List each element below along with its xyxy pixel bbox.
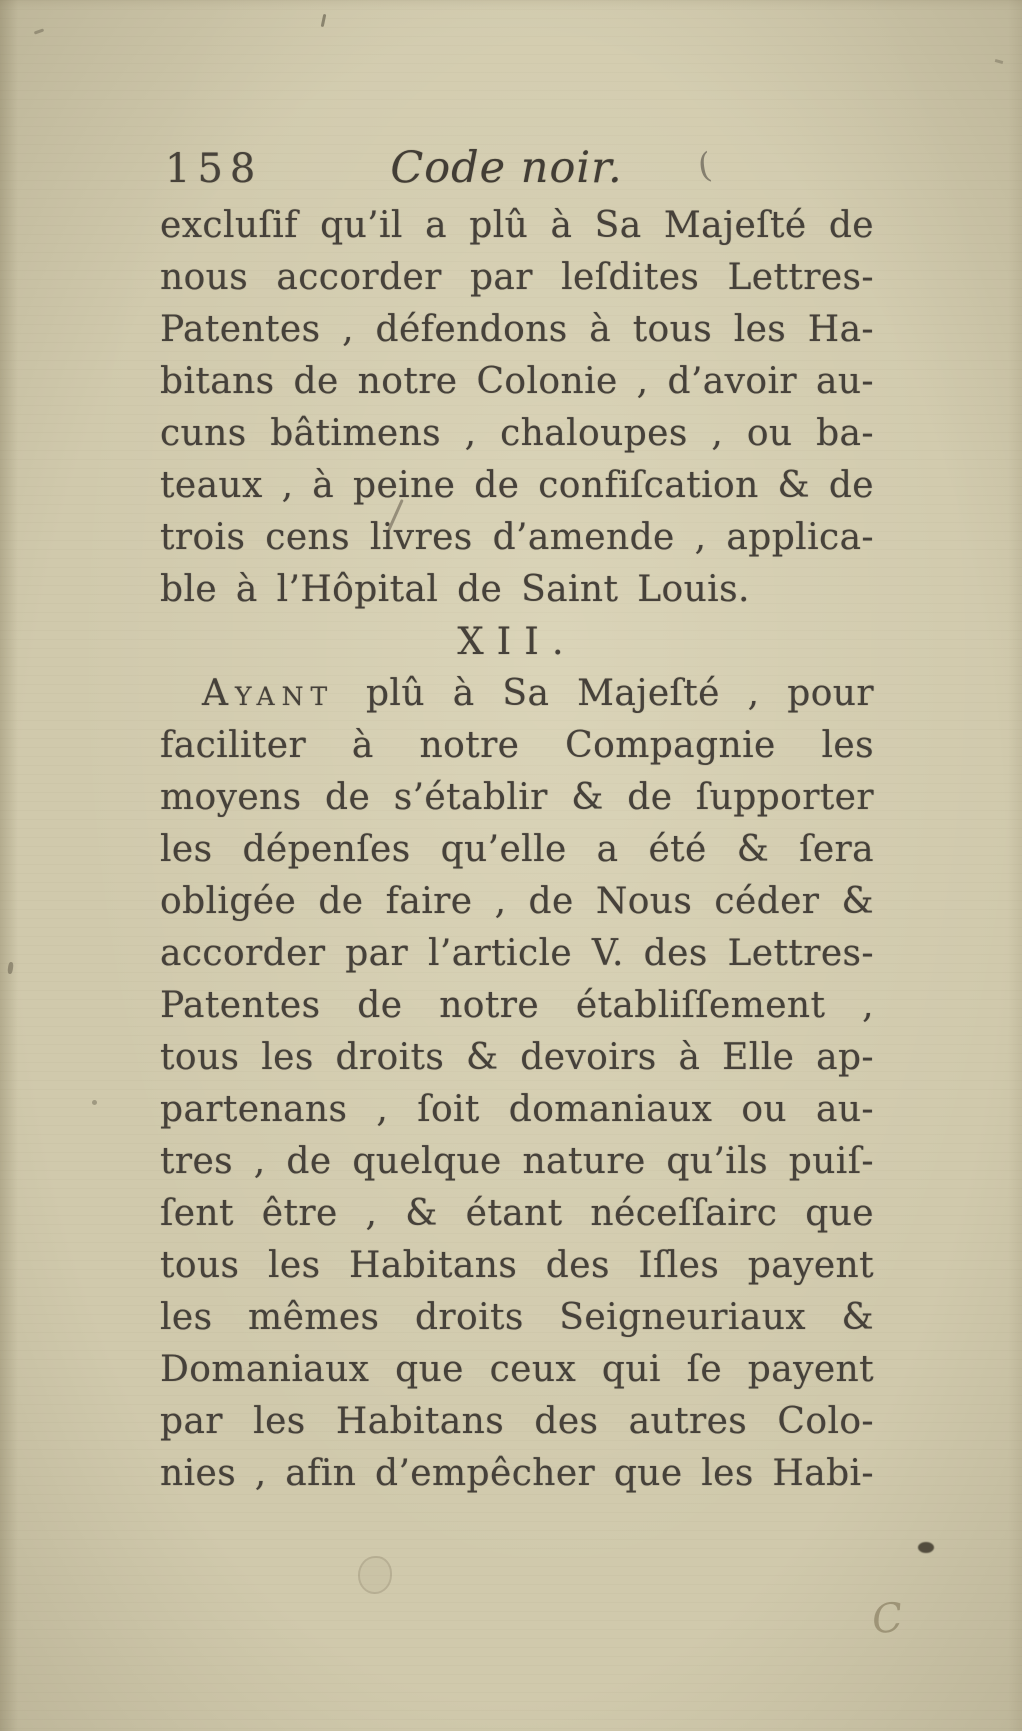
paper-speck	[92, 1100, 97, 1105]
text-line: tres , de quelque nature qu’ils puiſ-	[160, 1141, 874, 1182]
text-line: Domaniaux que ceux qui ſe payent	[160, 1349, 874, 1390]
stray-ink-mark: (	[695, 145, 714, 187]
text-line: bitans de notre Colonie , d’avoir au-	[160, 361, 874, 402]
text-line: excluſif qu’il a plû à Sa Majeſté de	[160, 205, 874, 246]
paper-stain	[358, 1556, 392, 1594]
paper-speck	[995, 59, 1004, 64]
ink-blot	[918, 1542, 934, 1553]
text-line: tous les droits & devoirs à Elle ap-	[160, 1037, 874, 1078]
text-line: faciliter à notre Compagnie les	[160, 725, 874, 766]
text-line: Patentes de notre établiſſement ,	[160, 985, 874, 1026]
text-line	[160, 668, 874, 720]
text-line: accorder par l’article V. des Lettres-	[160, 933, 874, 974]
text-line: par les Habitans des autres Colo-	[160, 1401, 874, 1442]
paper-speck	[7, 962, 14, 975]
text-line: tous les Habitans des Iſles payent	[160, 1245, 874, 1286]
text-line: trois cens livres d’amende , applica-	[160, 517, 874, 558]
text-line: cuns bâtimens , chaloupes , ou ba-	[160, 413, 874, 454]
text-block	[160, 200, 874, 1500]
text-line: nies , afin d’empêcher que les Habi-	[160, 1453, 874, 1494]
text-line: Patentes , défendons à tous les Ha-	[160, 309, 874, 350]
text-line: nous accorder par leſdites Lettres-	[160, 257, 874, 298]
page-header	[165, 143, 875, 197]
pencil-mark: C	[869, 1594, 905, 1644]
first-line-text: plû à Sa Majeſté , pour	[365, 673, 874, 714]
lead-word-small-caps: Ayant	[202, 673, 335, 714]
text-line: moyens de s’établir & de ſupporter	[160, 777, 874, 818]
page-number: 158	[165, 146, 263, 192]
article-number-heading: XII.	[457, 620, 577, 663]
running-title: Code noir.	[390, 143, 623, 193]
text-line: teaux , à peine de confiſcation & de	[160, 465, 874, 506]
text-line: partenans , ſoit domaniaux ou au-	[160, 1089, 874, 1130]
text-line: les dépenſes qu’elle a été & ſera	[160, 829, 874, 870]
text-line: obligée de faire , de Nous céder &	[160, 881, 874, 922]
paper-speck	[34, 28, 44, 34]
text-line: ſent être , & étant néceſſairc que	[160, 1193, 874, 1234]
paper-speck	[321, 14, 327, 27]
text-line: les mêmes droits Seigneuriaux &	[160, 1297, 874, 1338]
text-line: ble à l’Hôpital de Saint Louis.	[160, 569, 750, 610]
